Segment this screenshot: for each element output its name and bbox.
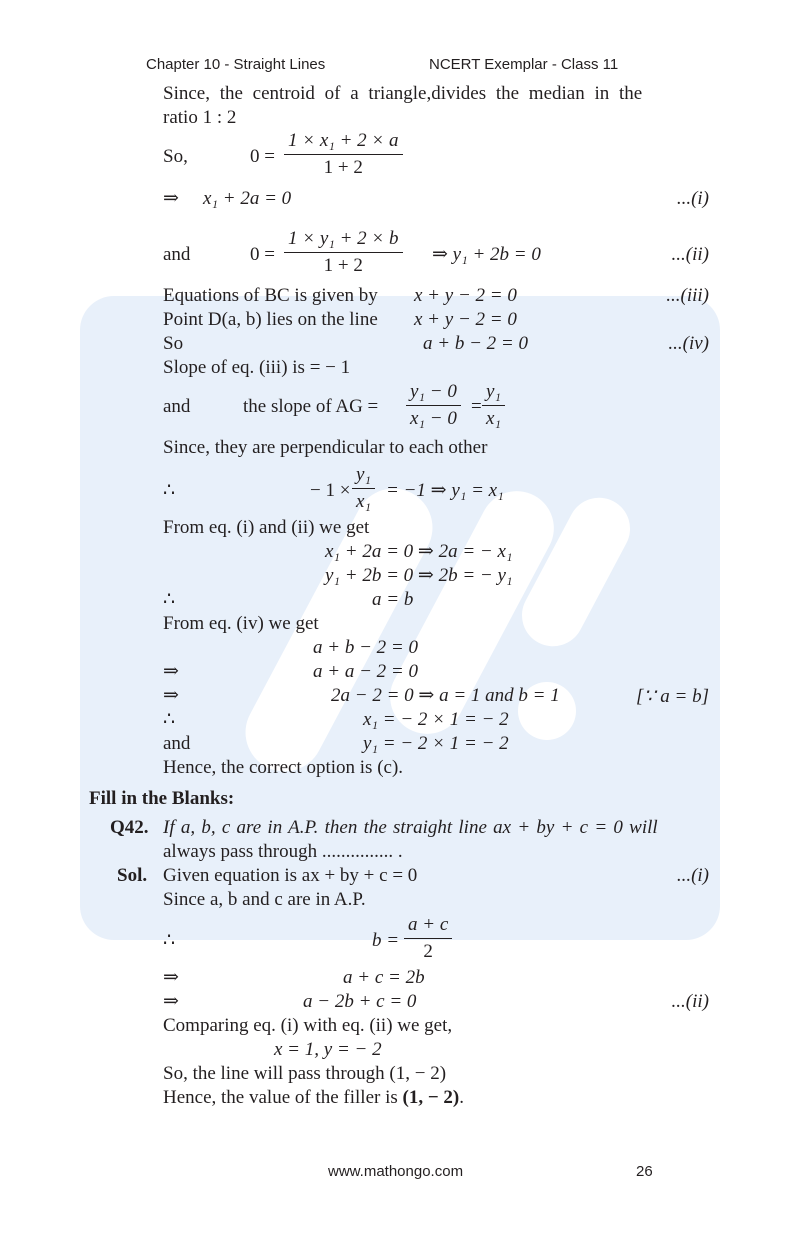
tag-iii: ...(iii)	[666, 285, 709, 306]
eq2-fraction	[284, 228, 403, 277]
eq2-rhs: ⇒ y₁ + 2b = 0	[432, 244, 541, 265]
q42-question-line-2: always pass through ............... .	[163, 841, 403, 862]
b-lhs: b =	[372, 930, 400, 951]
step-s3-reason: [∵ a = b]	[636, 686, 709, 707]
so-label: So,	[163, 146, 188, 167]
slope-ag-numerator-2: y₁	[482, 381, 505, 406]
arrow-2: ⇒	[163, 661, 179, 682]
point-text: Point D(a, b) lies on the line	[163, 309, 378, 330]
therefore-3: ∴	[163, 709, 176, 730]
b-numerator: a + c	[404, 914, 452, 939]
y1-value: y₁ = − 2 × 1 = − 2	[363, 733, 509, 754]
q42-arrow-1: ⇒	[163, 967, 179, 988]
b-fraction	[404, 914, 452, 963]
q42-arrow-2: ⇒	[163, 991, 179, 1012]
system-line-1: x₁ + 2a = 0 ⇒ 2a = − x₁	[325, 541, 513, 562]
slope-ag-fraction-2	[482, 381, 505, 430]
answer-suffix: .	[459, 1087, 464, 1108]
so2-label: So	[163, 333, 184, 354]
eq1-lhs: 0 =	[250, 146, 275, 167]
step-s3: 2a − 2 = 0 ⇒ a = 1 and b = 1	[331, 685, 560, 706]
system-line-2: y₁ + 2b = 0 ⇒ 2b = − y₁	[325, 565, 513, 586]
a-equals-b: a = b	[372, 589, 414, 610]
arrow-3: ⇒	[163, 685, 179, 706]
slope-ag-text: the slope of AG =	[243, 396, 379, 417]
answer-prefix: Hence, the value of the filler is	[163, 1087, 403, 1108]
eq1-denominator: 1 + 2	[323, 157, 363, 178]
perp-pre: − 1 ×	[310, 480, 351, 501]
eq1-fraction	[284, 130, 403, 179]
from-iv: From eq. (iv) we get	[163, 613, 319, 634]
q42-step-1: a + c = 2b	[343, 967, 425, 988]
tag-iv: ...(iv)	[668, 333, 709, 354]
step-s2: a + a − 2 = 0	[313, 661, 418, 682]
bc-text: Equations of BC is given by	[163, 285, 378, 306]
slope-ag-equals: =	[471, 396, 482, 417]
and2-label: and	[163, 396, 191, 417]
given-equation: Given equation is ax + by + c = 0	[163, 865, 418, 886]
comparing-text: Comparing eq. (i) with eq. (ii) we get,	[163, 1015, 453, 1036]
perp-fraction	[352, 464, 375, 513]
pass-through-text: So, the line will pass through (1, − 2)	[163, 1063, 447, 1084]
q42-therefore: ∴	[163, 930, 176, 951]
so2-equation: a + b − 2 = 0	[423, 333, 528, 354]
intro-line-1: Since, the centroid of a triangle,divides the median in the	[163, 83, 643, 104]
header-book: NCERT Exemplar - Class 11	[429, 56, 619, 73]
footer-website[interactable]: www.mathongo.com	[328, 1163, 464, 1180]
slope-ag-denominator: x₁ − 0	[410, 408, 457, 429]
footer-page-number: 26	[636, 1163, 653, 1180]
sol-label: Sol.	[117, 865, 148, 886]
eq2-numerator: 1 × y₁ + 2 × b	[284, 228, 403, 253]
slope-ag-numerator: y₁ − 0	[406, 381, 461, 406]
tag-i: ...(i)	[676, 188, 709, 209]
implication-1: x₁ + 2a = 0	[203, 188, 292, 209]
b-denominator: 2	[423, 941, 433, 962]
since-ap: Since a, b and c are in A.P.	[163, 889, 366, 910]
point-equation: x + y − 2 = 0	[414, 309, 517, 330]
intro-line-2: ratio 1 : 2	[163, 107, 237, 128]
slope-text: Slope of eq. (iii) is = − 1	[163, 357, 351, 378]
section-title: Fill in the Blanks:	[89, 788, 235, 809]
perp-denominator: x₁	[356, 491, 372, 512]
therefore-2: ∴	[163, 589, 176, 610]
q42-tag-i: ...(i)	[676, 865, 709, 886]
eq2-denominator: 1 + 2	[323, 255, 363, 276]
header-chapter: Chapter 10 - Straight Lines	[146, 56, 326, 73]
answer-value: (1, − 2)	[402, 1087, 460, 1108]
and-label: and	[163, 244, 191, 265]
therefore-1: ∴	[163, 480, 176, 501]
answer-line	[163, 1087, 464, 1109]
perp-numerator: y₁	[352, 464, 375, 489]
perpendicular-text: Since, they are perpendicular to each other	[163, 437, 488, 458]
step-s1: a + b − 2 = 0	[313, 637, 418, 658]
q42-step-2: a − 2b + c = 0	[303, 991, 417, 1012]
eq2-lhs: 0 =	[250, 244, 275, 265]
x1-value: x₁ = − 2 × 1 = − 2	[363, 709, 509, 730]
from-i-ii: From eq. (i) and (ii) we get	[163, 517, 370, 538]
slope-ag-denominator-2: x₁	[486, 408, 502, 429]
conclusion: Hence, the correct option is (c).	[163, 757, 404, 778]
and3-label: and	[163, 733, 191, 754]
eq1-numerator: 1 × x₁ + 2 × a	[284, 130, 403, 155]
bc-equation: x + y − 2 = 0	[414, 285, 517, 306]
tag-ii: ...(ii)	[671, 244, 709, 265]
q42-label: Q42.	[110, 817, 149, 838]
q42-tag-ii: ...(ii)	[671, 991, 709, 1012]
slope-ag-fraction	[406, 381, 461, 430]
implies-arrow-1: ⇒	[163, 188, 179, 209]
perp-post: = −1 ⇒ y₁ = x₁	[386, 480, 504, 501]
q42-question-line-1: If a, b, c are in A.P. then the straight line ax + by + c = 0 will	[163, 817, 658, 838]
xy-values: x = 1, y = − 2	[274, 1039, 382, 1060]
